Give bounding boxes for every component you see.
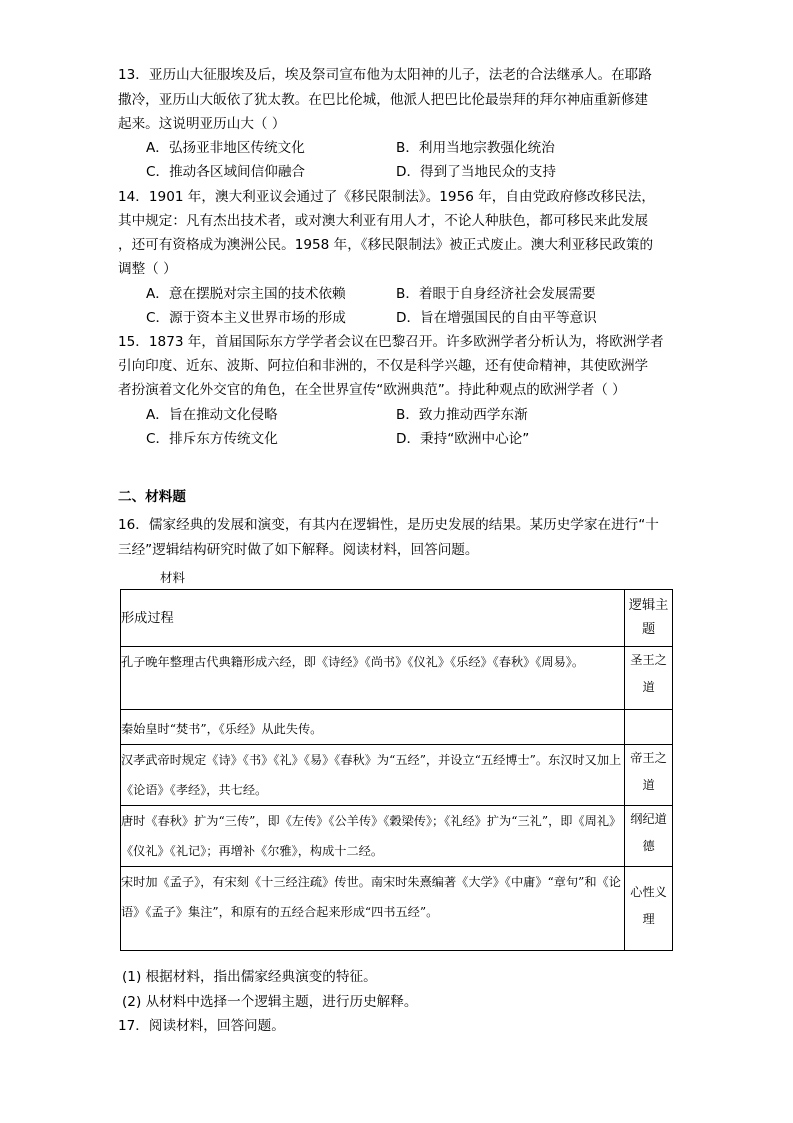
option-d: D．秉持“欧洲中心论” xyxy=(396,431,530,447)
cell-process: 汉孝武帝时规定《诗》《书》《礼》《易》《春秋》为“五经”，并设立“五经博士”。东汉时又加上《论语》《孝经》，共七经。 xyxy=(121,745,625,806)
cell-process: 宋时加《孟子》，有宋刻《十三经注疏》传世。南宋时朱熹编著《大学》《中庸》“章句”和《论语》《孟子》集注”，和原有的五经合起来形成“四书五经”。 xyxy=(121,867,625,951)
option-c: C．排斥东方传统文化 xyxy=(146,431,278,447)
cell-process: 孔子晚年整理古代典籍形成六经，即《诗经》《尚书》《仪礼》《乐经》《春秋》《周易》。 xyxy=(121,647,625,710)
question-text-line: 者扮演着文化外交官的角色，在全世界宣传“欧洲典范”。持此种观点的欧洲学者（ ） xyxy=(118,382,626,398)
option-b: B．致力推动西学东渐 xyxy=(396,407,528,423)
option-c: C．源于资本主义世界市场的形成 xyxy=(146,310,346,326)
option-b: B．利用当地宗教强化统治 xyxy=(396,140,555,156)
question-text-line: 撒冷，亚历山大皈依了犹太教。在巴比伦城，他派人把巴比伦最崇拜的拜尔神庙重新修建 xyxy=(118,92,649,108)
table-row xyxy=(121,647,673,710)
option-a: A．意在摆脱对宗主国的技术依赖 xyxy=(146,286,346,302)
cell-process: 唐时《春秋》扩为“三传”，即《左传》《公羊传》《穀梁传》；《礼经》扩为“三礼”，即《周礼》《仪礼》《礼记》；再增补《尔雅》，构成十二经。 xyxy=(121,806,625,867)
cell-theme xyxy=(625,710,673,745)
option-a: A．旨在推动文化侵略 xyxy=(146,407,278,423)
question-17: 17．阅读材料，回答问题。 xyxy=(118,1018,285,1034)
question-text-line: ，还可有资格成为澳洲公民。1958 年，《移民限制法》被正式废止。澳大利亚移民政策的 xyxy=(118,237,654,253)
table-row xyxy=(121,745,673,806)
table-row xyxy=(121,806,673,867)
table-row xyxy=(121,710,673,745)
sub-question-2: (2) 从材料中选择一个逻辑主题，进行历史解释。 xyxy=(122,994,418,1010)
header-process: 形成过程 xyxy=(121,590,625,647)
cell-theme: 帝王之道 xyxy=(625,745,673,806)
table-header-row xyxy=(121,590,673,647)
option-b: B．着眼于自身经济社会发展需要 xyxy=(396,286,596,302)
question-text-line: 调整（ ） xyxy=(118,261,177,277)
cell-theme: 纲纪道德 xyxy=(625,806,673,867)
header-theme: 逻辑主题 xyxy=(625,590,673,647)
question-text-line: 起来。这说明亚历山大（ ） xyxy=(118,116,286,132)
option-d: D．旨在增强国民的自由平等意识 xyxy=(396,310,597,326)
material-table xyxy=(120,589,673,951)
question-text-line: 引向印度、近东、波斯、阿拉伯和非洲的，不仅是科学兴趣，还有使命精神，其使欧洲学 xyxy=(118,358,649,374)
question-text-line: 16．儒家经典的发展和演变，有其内在逻辑性，是历史发展的结果。某历史学家在进行“十 xyxy=(118,517,659,533)
option-c: C．推动各区域间信仰融合 xyxy=(146,164,306,180)
cell-process: 秦始皇时“焚书”，《乐经》从此失传。 xyxy=(121,710,625,745)
question-text-line: 三经”逻辑结构研究时做了如下解释。阅读材料，回答问题。 xyxy=(118,542,479,558)
sub-question-1: (1) 根据材料，指出儒家经典演变的特征。 xyxy=(122,969,377,985)
question-text-line: 15．1873 年，首届国际东方学学者会议在巴黎召开。许多欧洲学者分析认为，将欧洲学者 xyxy=(118,334,664,350)
question-text-line: 13．亚历山大征服埃及后，埃及祭司宣布他为太阳神的儿子，法老的合法继承人。在耶路 xyxy=(118,67,652,83)
section-heading: 二、材料题 xyxy=(118,489,186,505)
cell-theme: 圣王之道 xyxy=(625,647,673,710)
question-text-line: 其中规定：凡有杰出技术者，或对澳大利亚有用人才，不论人种肤色，都可移民来此发展 xyxy=(118,213,649,229)
option-a: A．弘扬亚非地区传统文化 xyxy=(146,140,305,156)
material-label: 材料 xyxy=(160,570,186,585)
question-text-line: 14．1901 年，澳大利亚议会通过了《移民限制法》。1956 年，自由党政府修改移民法， xyxy=(118,189,655,205)
table-row xyxy=(121,867,673,951)
cell-theme: 心性义理 xyxy=(625,867,673,951)
option-d: D．得到了当地民众的支持 xyxy=(396,164,556,180)
